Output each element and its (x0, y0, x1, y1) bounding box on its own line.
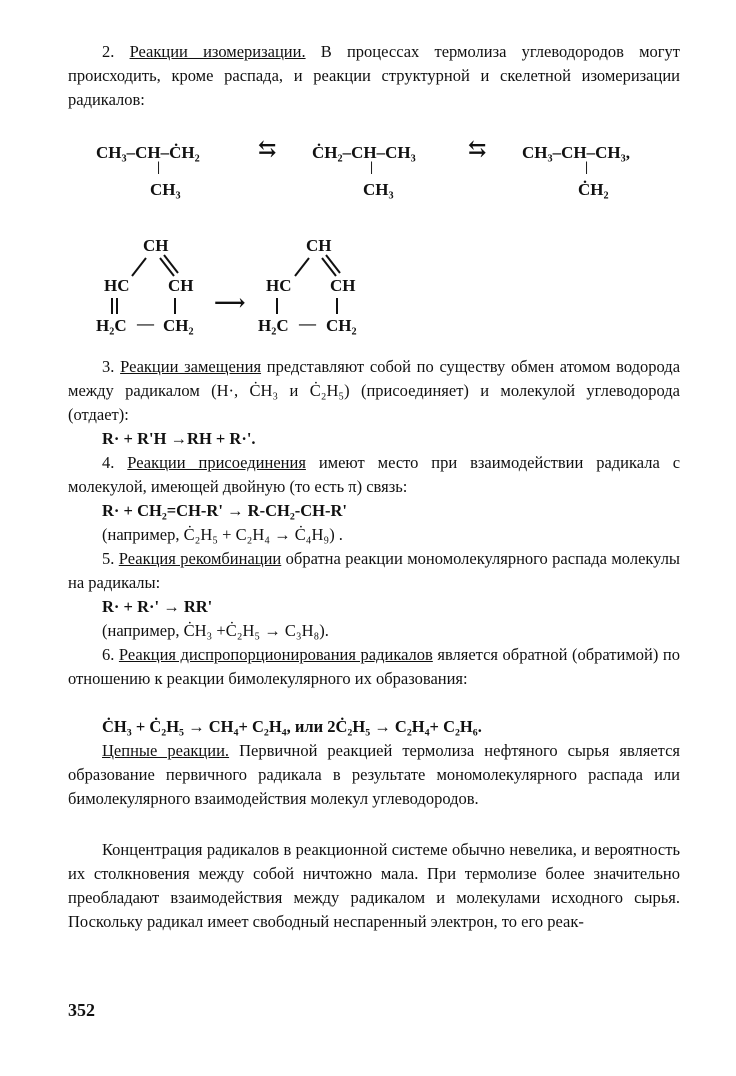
paragraph-disproportionation (68, 643, 680, 691)
recombination-example: (например, ĊH₃ +Ċ₂H₅ → C₃H₈). (102, 621, 329, 640)
disproportionation-formula: ĊH₃ + Ċ₂H₅ → CH₄+ C₂H₄, или 2Ċ₂H₅ → C₂H₄+ C₂H₆. (102, 717, 482, 736)
para4-text: имеют место при взаимодействии радикала с молекулой, имеющей двойную (то есть π) связь: (68, 453, 681, 496)
right-ring-bottom-right: CH₂ (326, 316, 357, 335)
para6-text: является обратной (обратимой) по отношению к реакции бимолекулярного их образования: (68, 645, 680, 688)
radical-3-chain: CH₃–CH–CH₃, (522, 143, 630, 162)
left-ring-bottom-left: H₂C (96, 316, 127, 335)
para3-heading: Реакции замещения (120, 357, 262, 376)
right-ring-bond-top-right-b (326, 255, 340, 273)
substitution-formula: R· + R'H →RH + R·'. (102, 429, 256, 448)
left-ring-top: CH (143, 236, 169, 255)
right-ring-bond-top-right-a (322, 258, 336, 276)
left-ring-bond-top-right-b (164, 255, 178, 273)
radical-1-branch: CH₃ (150, 180, 181, 199)
left-ring-bond-top-left (132, 258, 146, 276)
right-ring-top: CH (306, 236, 332, 255)
radical-3-branch: ĊH₂ (578, 180, 609, 199)
chain-text: Первичной реакцией термолиза нефтяного сырья является образование первичного радикала в результате мономолекулярного распада или бимолекулярного взаимодействия молекул углеводородов. (68, 741, 681, 808)
recombination-formula: R· + R·' → RR' (102, 597, 213, 616)
addition-example: (например, Ċ₂H₅ + C₂H₄ → Ċ₄H₉) . (102, 525, 343, 544)
para3-text: представляют собой по существу обмен атомом водорода между радикалом (H·, ĊH₃ и Ċ₂H₅) (присоединяет) и молекулой углеводорода (отдает): (68, 357, 681, 424)
para6-heading: Реакция диспропорционирования радикалов (118, 645, 433, 664)
radical-2-chain: ĊH₂–CH–CH₃ (312, 143, 416, 162)
paragraph-recombination (68, 547, 680, 595)
left-ring-mid-left: HC (104, 276, 130, 295)
equilibrium-arrow-1: ⇆ (258, 136, 277, 161)
right-ring-mid-left: HC (266, 276, 292, 295)
equilibrium-arrow-2: ⇆ (468, 136, 487, 161)
para2-text: В процессах термолиза углеводородов могут происходить, кроме распада, и реакции структурной и скелетной изомеризации радикалов: (68, 42, 681, 109)
para2-number: 2. (102, 42, 115, 61)
paragraph-concentration (68, 838, 680, 934)
radical-2-bond: | (370, 160, 374, 175)
para5-text: обратна реакции мономолекулярного распада молекулы на радикалы: (68, 549, 681, 592)
left-ring-bottom-right: CH₂ (163, 316, 194, 335)
reaction-arrow: ⟶ (214, 290, 246, 315)
concentration-text: Концентрация радикалов в реакционной системе обычно невелика, и вероятность их столкновения между собой ничтожно мала. При термолизе более значительно преобладают взаимодействия между радикалом и молекулами исходного сырья. Поскольку радикал имеет свободный неспаренный электрон, то его реак- (68, 840, 680, 931)
radical-1-chain: CH₃–CH–ĊH₂ (96, 143, 200, 162)
radical-3-bond: | (585, 160, 589, 175)
left-ring-bottom-bond: — (137, 314, 154, 333)
ring-bonds (0, 0, 736, 400)
right-ring-bond-top-left (295, 258, 309, 276)
radical-2-branch: CH₃ (363, 180, 394, 199)
paragraph-substitution (68, 355, 680, 427)
radical-1-bond: | (157, 160, 161, 175)
para4-number: 4. (102, 453, 115, 472)
right-ring-bottom-bond: — (299, 314, 316, 333)
addition-formula: R· + CH₂=CH-R' → R-CH₂-CH-R' (102, 501, 348, 520)
chain-heading: Цепные реакции. (102, 741, 230, 760)
para2-heading: Реакции изомеризации. (129, 42, 306, 61)
para4-heading: Реакции присоединения (127, 453, 306, 472)
para5-heading: Реакция рекомбинации (118, 549, 282, 568)
right-ring-mid-right: CH (330, 276, 356, 295)
paragraph-addition (68, 451, 680, 499)
paragraph-chain-reactions (68, 739, 680, 811)
para3-number: 3. (102, 357, 115, 376)
para6-number: 6. (102, 645, 115, 664)
right-ring-bottom-left: H₂C (258, 316, 289, 335)
para5-number: 5. (102, 549, 115, 568)
page-number: 352 (68, 1000, 95, 1020)
left-ring-bond-top-right-a (160, 258, 174, 276)
left-ring-mid-right: CH (168, 276, 194, 295)
